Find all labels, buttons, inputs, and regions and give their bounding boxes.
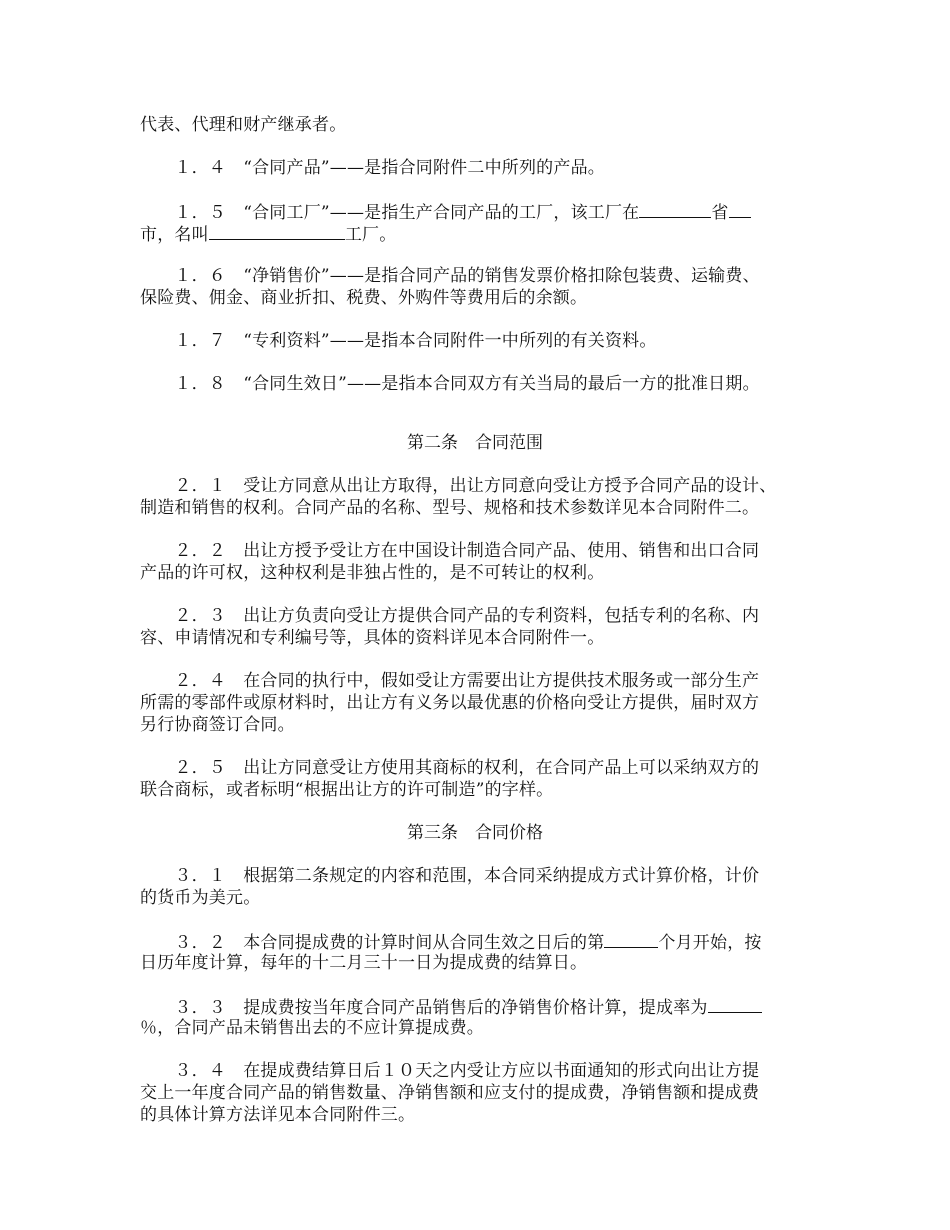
- factory-province-blank: [639, 200, 711, 218]
- article-3-heading: 第三条 合同价格: [407, 823, 543, 843]
- clause-1-7: １．７ “专利资料”——是指本合同附件一中所列的有关资料。: [140, 331, 657, 351]
- clause-2-1-line-1: ２．１ 受让方同意从出让方取得，出让方同意向受让方授予合同产品的设计、: [140, 476, 777, 496]
- clause-3-3-text-a: ３．３ 提成费按当年度合同产品销售后的净销售价格计算，提成率为: [140, 998, 708, 1018]
- clause-3-4-line-1: ３．４ 在提成费结算日后１０天之内受让方应以书面通知的形式向出让方提: [140, 1061, 760, 1081]
- clause-2-4-line-3: 另行协商签订合同。: [140, 715, 295, 735]
- clause-3-2-text-a: ３．２ 本合同提成费的计算时间从合同生效之日后的第: [140, 933, 605, 953]
- clause-3-2-line-1: [140, 930, 762, 954]
- clause-1-5-line-2: [140, 222, 396, 246]
- royalty-rate-blank: [708, 995, 762, 1013]
- clause-2-4-line-2: 所需的零部件或原材料时，出让方有义务以最优惠的价格向受让方提供，届时双方: [140, 693, 760, 713]
- clause-3-4-line-3: 的具体计算方法详见本合同附件三。: [140, 1105, 416, 1125]
- clause-2-2-line-2: 产品的许可权，这种权利是非独占性的，是不可转让的权利。: [140, 563, 605, 583]
- clause-2-5-line-2: 联合商标，或者标明“根据出让方的许可制造”的字样。: [140, 780, 554, 800]
- clause-2-3-line-1: ２．３ 出让方负责向受让方提供合同产品的专利资料，包括专利的名称、内: [140, 606, 760, 626]
- clause-1-8: １．８ “合同生效日”——是指本合同双方有关当局的最后一方的批准日期。: [140, 374, 760, 394]
- clause-3-1-line-2: 的货币为美元。: [140, 888, 261, 908]
- clause-2-3-line-2: 容、申请情况和专利编号等，具体的资料详见本合同附件一。: [140, 628, 605, 648]
- clause-1-4: １．４ “合同产品”——是指合同附件二中所列的产品。: [140, 158, 605, 178]
- clause-1-5-line-1: [140, 200, 751, 224]
- clause-1-6-line-1: １．６ “净销售价”——是指合同产品的销售发票价格扣除包装费、运输费、: [140, 266, 760, 286]
- clause-2-1-line-2: 制造和销售的权利。合同产品的名称、型号、规格和技术参数详见本合同附件二。: [140, 498, 760, 518]
- factory-city-blank: [729, 200, 751, 218]
- clause-1-5-text-b: 省: [711, 203, 729, 223]
- article-2-heading: 第二条 合同范围: [407, 433, 543, 453]
- clause-3-1-line-1: ３．１ 根据第二条规定的内容和范围，本合同采纳提成方式计算价格，计价: [140, 866, 760, 886]
- clause-3-2-text-b: 个月开始，按: [658, 933, 762, 953]
- clause-1-5-text-a: １．５ “合同工厂”——是指生产合同产品的工厂，该工厂在: [140, 203, 640, 223]
- royalty-start-month-blank: [604, 930, 658, 948]
- intro-line: 代表、代理和财产继承者。: [140, 115, 347, 135]
- clause-3-3-line-1: [140, 995, 762, 1019]
- clause-1-5-text-c: 市，名叫: [140, 225, 209, 245]
- clause-3-2-line-2: 日历年度计算，每年的十二月三十一日为提成费的结算日。: [140, 953, 588, 973]
- clause-2-5-line-1: ２．５ 出让方同意受让方使用其商标的权利，在合同产品上可以采纳双方的: [140, 758, 760, 778]
- clause-3-3-line-2: ％，合同产品未销售出去的不应计算提成费。: [140, 1018, 484, 1038]
- factory-name-blank: [209, 222, 345, 240]
- clause-2-2-line-1: ２．２ 出让方授予受让方在中国设计制造合同产品、使用、销售和出口合同: [140, 541, 760, 561]
- clause-3-4-line-2: 交上一年度合同产品的销售数量、净销售额和应支付的提成费，净销售额和提成费: [140, 1083, 760, 1103]
- clause-2-4-line-1: ２．４ 在合同的执行中，假如受让方需要出让方提供技术服务或一部分生产: [140, 671, 760, 691]
- clause-1-6-line-2: 保险费、佣金、商业折扣、税费、外购件等费用后的余额。: [140, 288, 588, 308]
- clause-1-5-text-d: 工厂。: [344, 225, 397, 245]
